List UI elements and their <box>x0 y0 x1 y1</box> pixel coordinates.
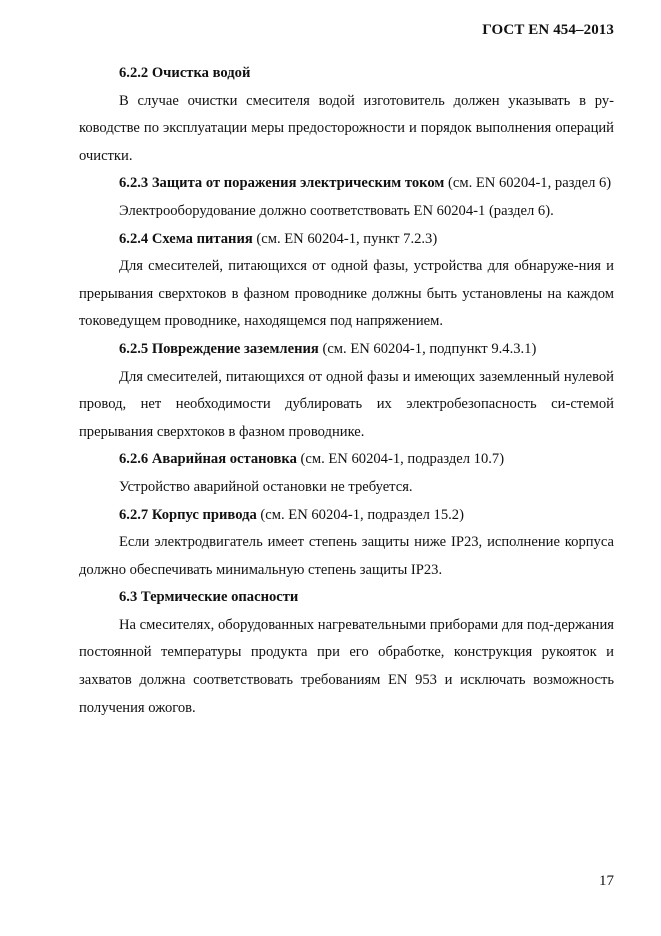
heading-reference: (см. EN 60204-1, подраздел 15.2) <box>256 506 464 523</box>
section-heading-6-2-3 <box>79 170 614 198</box>
paragraph-emergency-stop: Устройство аварийной остановки не требуется. <box>119 478 413 495</box>
paragraph-earth-fault: Для смесителей, питающихся от одной фазы и имеющих заземленный нулевой провод, нет необходимости дублировать их электробезопасность си-стемой прерывания сверхтоков в фазном проводнике. <box>79 368 614 440</box>
document-header: ГОСТ EN 454–2013 <box>482 22 614 38</box>
section-heading-6-2-6 <box>79 446 614 474</box>
heading-title: 6.2.6 Аварийная остановка <box>119 451 297 468</box>
section-heading-6-2-7 <box>79 502 614 530</box>
heading-title: 6.2.7 Корпус привода <box>119 506 257 523</box>
paragraph-electrical-protection: Электрооборудование должно соответствовать EN 60204-1 (раздел 6). <box>119 202 554 219</box>
section-heading-6-2-4 <box>79 226 614 254</box>
heading-title: 6.2.2 Очистка водой <box>119 65 251 81</box>
heading-reference: (см. EN 60204-1, подраздел 10.7) <box>296 451 505 468</box>
heading-reference: (см. EN 60204-1, подпункт 9.4.3.1) <box>318 340 537 357</box>
section-heading-6-2-2 <box>79 60 614 88</box>
page-number: 17 <box>599 873 614 889</box>
heading-reference: (см. EN 60204-1, раздел 6) <box>444 175 612 192</box>
paragraph-cleaning: В случае очистки смесителя водой изготовитель должен указывать в ру-ководстве по эксплуатации меры предосторожности и порядок выполнения операций очистки. <box>79 92 614 164</box>
heading-title: 6.2.5 Повреждение заземления <box>119 340 319 357</box>
document-body <box>79 60 614 722</box>
heading-title: 6.2.4 Схема питания <box>119 230 253 247</box>
heading-title: 6.2.3 Защита от поражения электрическим током <box>119 175 445 192</box>
section-heading-6-3 <box>79 584 614 612</box>
paragraph-drive-housing: Если электродвигатель имеет степень защиты ниже IP23, исполнение корпуса должно обеспечивать минимальную степень защиты IP23. <box>79 534 614 578</box>
paragraph-thermal-hazards: На смесителях, оборудованных нагревательными приборами для под-держания постоянной температуры продукта при его обработке, конструкция рукояток и захватов должна соответствовать требованиям EN 953 и исключать возможность получения ожогов. <box>79 616 614 716</box>
section-heading-6-2-5 <box>79 336 614 364</box>
heading-reference: (см. EN 60204-1, пункт 7.2.3) <box>252 230 438 247</box>
paragraph-power-circuit: Для смесителей, питающихся от одной фазы, устройства для обнаруже-ния и прерывания сверхтоков в фазном проводнике должны быть установлены на каждом токоведущем проводнике, находящемся под напряжением. <box>79 258 614 330</box>
heading-title: 6.3 Термические опасности <box>119 589 299 606</box>
